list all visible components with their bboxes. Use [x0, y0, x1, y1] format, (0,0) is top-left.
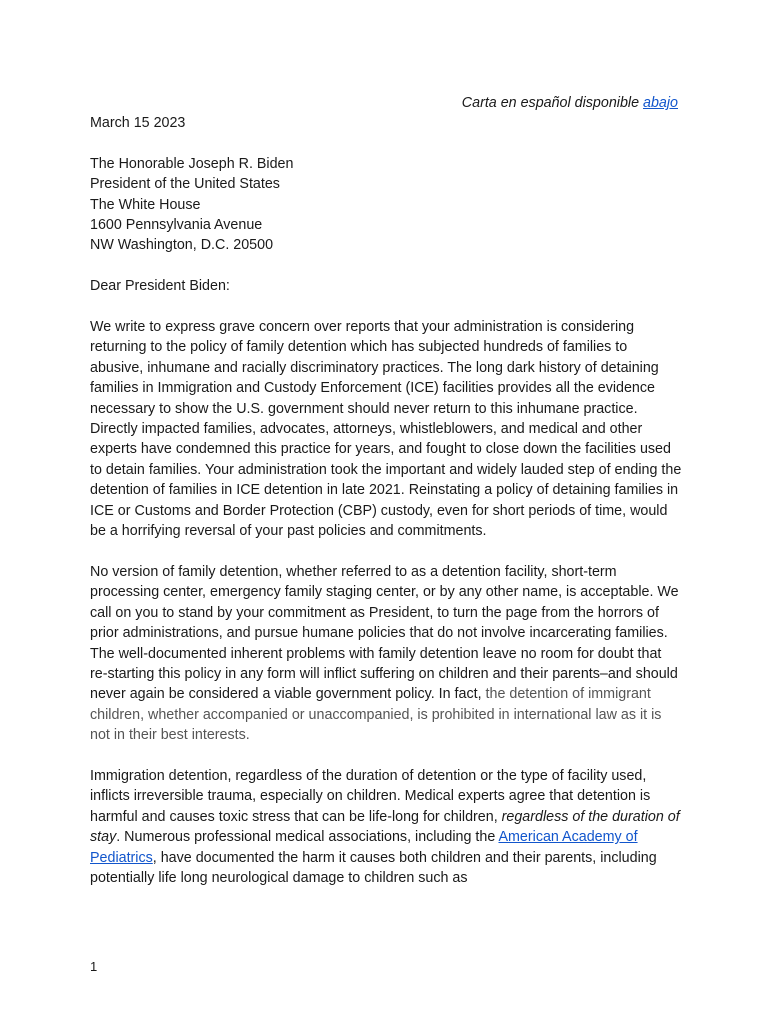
paragraph-3 [90, 766, 682, 888]
letter-body [90, 113, 682, 888]
address-line: President of the United States [90, 176, 280, 193]
paragraph-3-part1: Immigration detention, regardless of the duration of detention or the type of facility used, inflicts irreversible trauma, especially on children. Medical experts agree that detention is harmful and causes toxic stress that can be life-long for children, [90, 767, 651, 825]
paragraph-1: We write to express grave concern over reports that your administration is considering returning to the policy of family detention which has subjected hundreds of families to abusive, inhumane and racially discriminatory practices. The long dark history of detaining families in Immigration and Custody Enforcement (ICE) facilities provides all the evidence necessary to show the U.S. government should never return to this inhumane practice. Directly impacted families, advocates, attorneys, whistleblowers, and medical and other experts have condemned this practice for years, and fought to close down the facilities used to detain families. Your administration took the important and widely lauded step of ending the detention of families in ICE detention in late 2021. Reinstating a policy of detaining families in ICE or Customs and Border Protection (CBP) custody, even for short periods of time, would be a horrifying reversal of your past policies and commitments. [90, 319, 682, 540]
spanish-note-text: Carta en español disponible [461, 95, 644, 111]
address-line: 1600 Pennsylvania Avenue [90, 217, 263, 234]
paragraph-3-emphasis: regardless of the duration of stay [90, 808, 680, 846]
paragraph-2 [90, 562, 682, 746]
letter-date: March 15 2023 [90, 115, 186, 131]
paragraph-3-part2: . Numerous professional medical associations, including the [116, 829, 499, 846]
address-line: NW Washington, D.C. 20500 [90, 237, 274, 254]
address-line: The Honorable Joseph R. Biden [90, 155, 294, 172]
aap-link[interactable]: American Academy of Pediatrics [90, 829, 638, 866]
paragraph-2-international-law: the detention of immigrant children, whether accompanied or unaccompanied, is prohibited in international law as it is not in their best interests. [90, 686, 662, 744]
address-line: The White House [90, 196, 201, 213]
recipient-address [90, 154, 682, 256]
spanish-version-note [462, 93, 678, 113]
paragraph-2-main: No version of family detention, whether referred to as a detention facility, short-term processing center, emergency family staging center, or by any other name, is acceptable. We call on you to stand by your commitment as President, to turn the page from the horrors of prior administrations, and pursue humane policies that do not involve incarcerating families. The well-documented inherent problems with family detention leave no room for doubt that re-starting this policy in any form will inflict suffering on children and their parents–and should never again be considered a viable government policy. In fact, [90, 563, 679, 703]
page-number: 1 [90, 959, 98, 974]
spanish-version-link[interactable]: abajo [643, 95, 678, 111]
paragraph-3-part3: , have documented the harm it causes both children and their parents, including potentially life long neurological damage to children such as [90, 849, 657, 886]
salutation: Dear President Biden: [90, 278, 230, 295]
